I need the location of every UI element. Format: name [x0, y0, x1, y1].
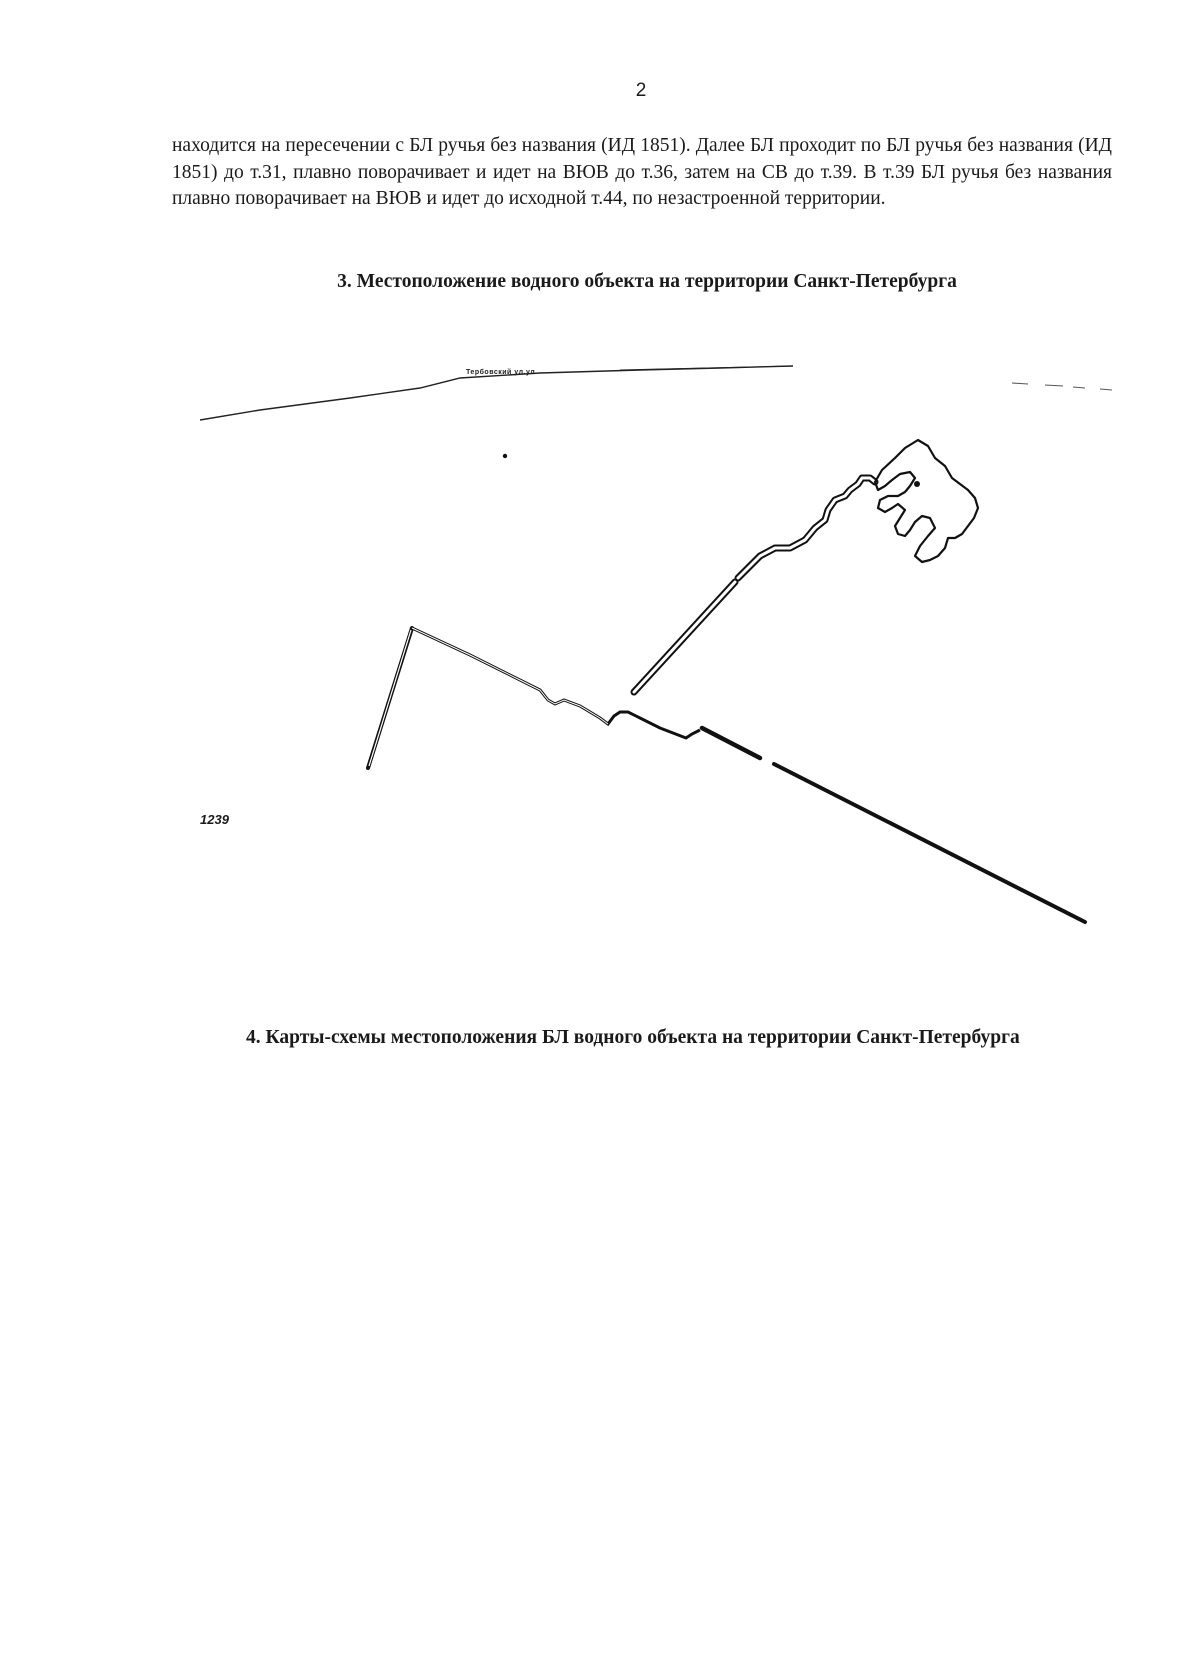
boundary-left-segment — [368, 628, 412, 768]
boundary-main-line — [412, 628, 700, 738]
map-road-label: Тербовский ул.ул — [466, 369, 536, 376]
section-3-heading: 3. Местоположение водного объекта на территории Санкт-Петербурга — [337, 271, 957, 292]
stream-diagonal-inner — [634, 582, 735, 692]
lake-outline — [875, 440, 978, 562]
page-number: 2 — [635, 80, 647, 101]
map-point-marker — [503, 454, 507, 458]
boundary-left-segment-inner — [369, 630, 411, 766]
map-dashed-fragment — [1012, 383, 1112, 390]
lake-point — [914, 481, 920, 487]
body-paragraph: находится на пересечении с БЛ ручья без названия (ИД 1851). Далее БЛ проходит по БЛ ручья без названия (ИД 1851) до т.31, плавно поворачивает и идет на ВЮВ до т.36, затем на СВ до т.39. В т.39 БЛ ручья без названия плавно поворачивает на ВЮВ и идет до исходной т.44, по незастроенной территории. — [172, 135, 1112, 209]
boundary-east-segment-2 — [774, 764, 1085, 922]
boundary-main-line-inner — [412, 628, 608, 724]
section-4-heading-text: 4. Карты-схемы местоположения БЛ водного объекта на территории Санкт-Петербурга — [246, 1027, 1020, 1048]
stream-upper — [738, 478, 875, 578]
map-road-line-segment — [620, 366, 793, 370]
section-4-heading — [172, 1022, 1112, 1054]
stream-upper-inner — [738, 478, 875, 578]
boundary-east-segment-1 — [702, 728, 760, 758]
stream-diagonal — [634, 582, 735, 692]
map-point-label: 1239 — [200, 812, 229, 827]
